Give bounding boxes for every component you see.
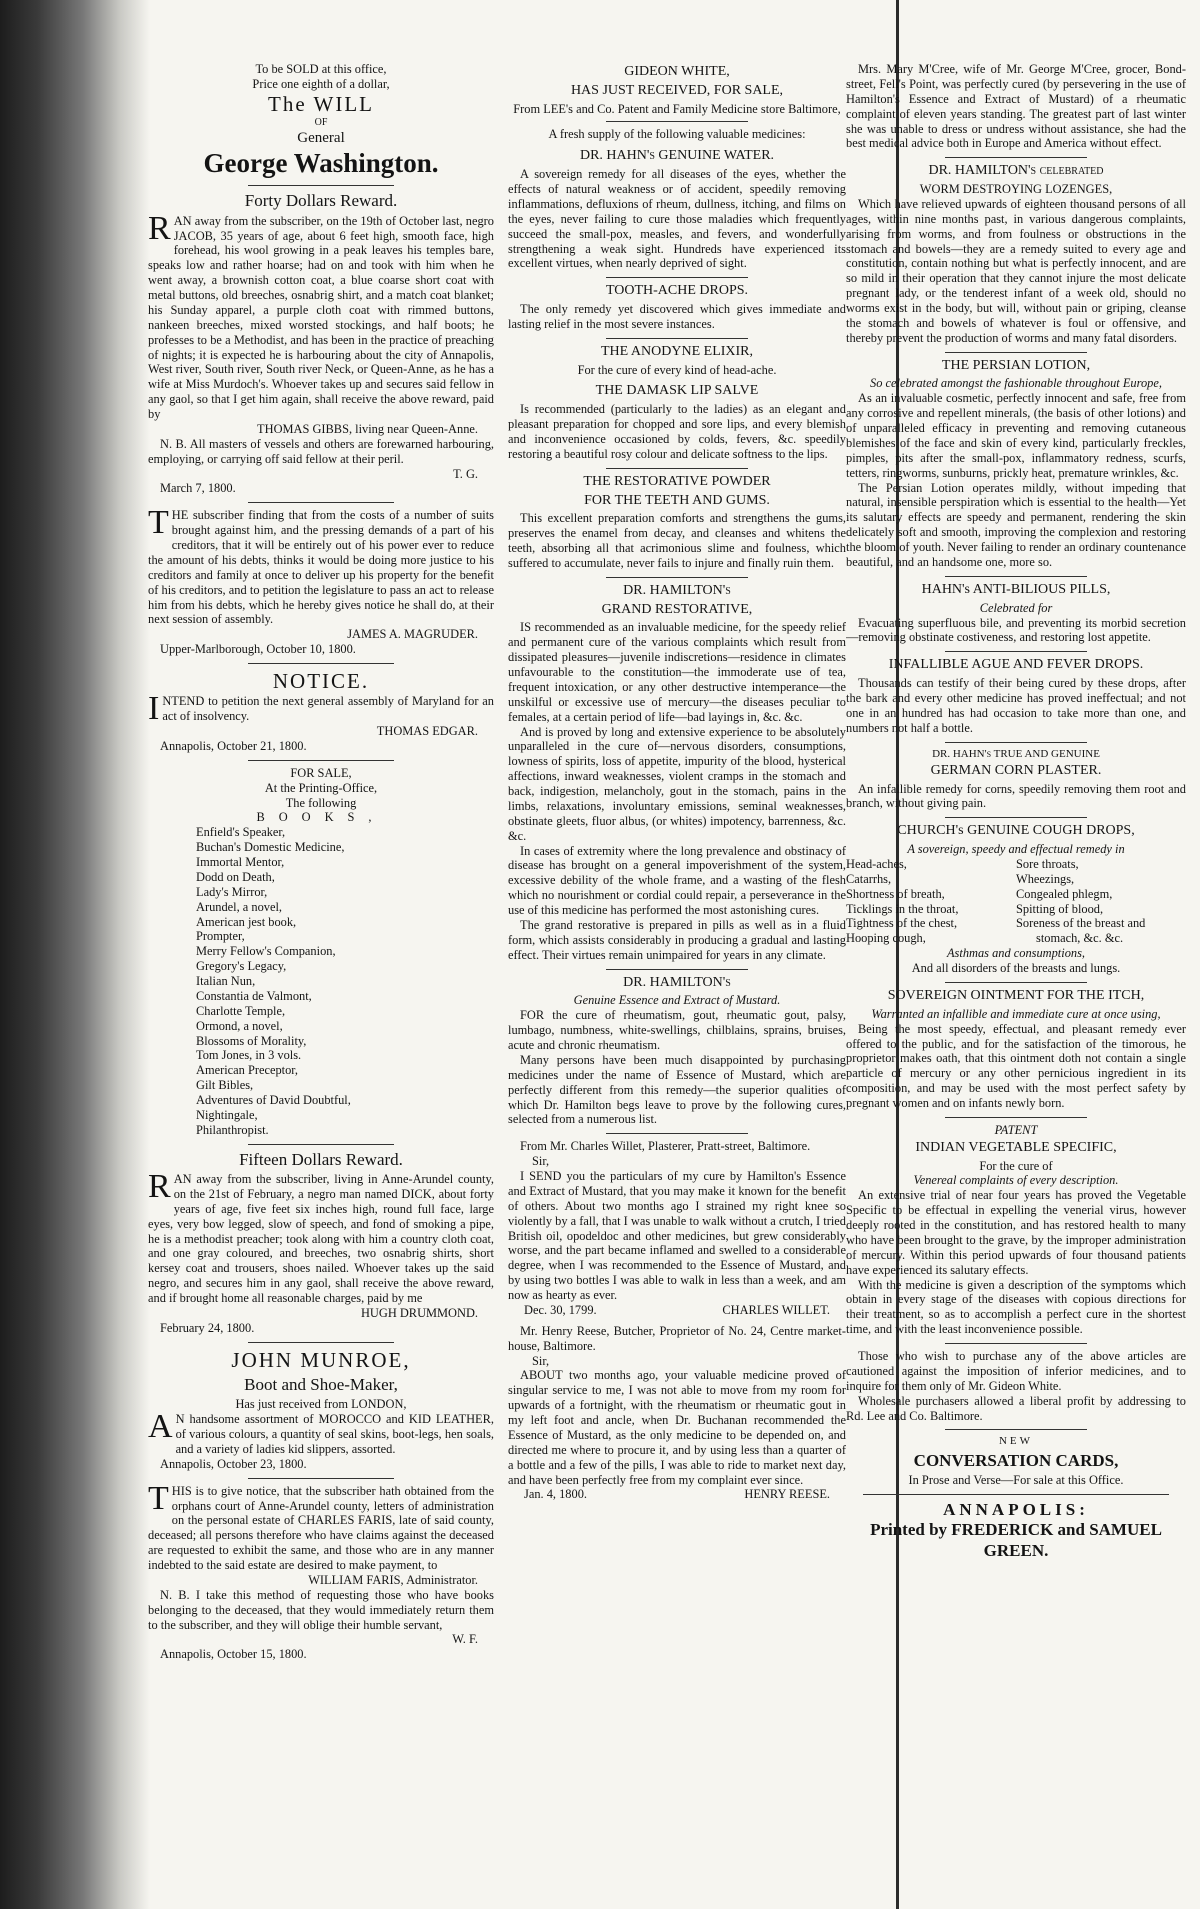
ad-subtitle: FOR THE TEETH AND GUMS. [584, 492, 770, 508]
ad-title: THE PERSIAN LOTION, [941, 357, 1091, 373]
ad-body: Evacuating superfluous bile, and preventing its morbid secretion—removing obstinate costiveness, and restoring lost appetite. [846, 615, 1186, 645]
list-item: American Preceptor, [196, 1063, 299, 1078]
ad-body: THE subscriber finding that from the costs of a number of suits brought against him, and the pressing demands of a part of his creditors, that it will be entirely out of his power ever to reduce the amount of his debts, thinks it would be doing more justice to his creditors and family at once to deliver up his property for the benefit of his creditors, and to petition the legislature to pass an act to release him from his debts, which he hereby gives notice he shall do, at their next session of assembly. [148, 504, 494, 627]
ad-body: Which have relieved upwards of eighteen thousand persons of all ages, within nine months past, in various dangerous complaints, arising from worms, and from foulness or obstructions in the stomach and bowels—they are a remedy suited to every age and constitution, contain nothing but what is perfectly innocent, and are so mild in their operation that they cannot injure the most delicate pregnant lady, or the tenderest infant of a week old, should no worms exist in the body, but will, without pain or griping, cleanse the stomach and bowels of whatever is foul or offensive, and thereby prevent the production of worms and many fatal disorders. [846, 196, 1186, 345]
will-general: General [297, 129, 345, 146]
list-item: Congealed phlegm, [1016, 886, 1113, 901]
divider [945, 982, 1088, 983]
ad-paragraph: In cases of extremity where the long prevalence and obstinacy of disease has brought on a general impoverishment of the system, excessive debility of the whole frame, and a wasting of the flesh which no nourishment or cordial could repair, a perseverance in the use of this medicine has performed the most astonishing cures. [508, 843, 846, 918]
list-item: Gilt Bibles, [196, 1078, 254, 1093]
ad-paragraph: IS recommended as an invaluable medicine, for the speedy relief and permanent cure of the various complaints which result from dissipated pleasures—juvenile indiscretions—residence in climates unfavourable to the constitution—the immoderate use of tea, frequent intoxication, or any other destructive intemperance—the unskilful or excessive use of mercury—the diseases peculiar to females, at a certain period of life—bad layings in, &c. &c. [508, 620, 846, 724]
ad-body: RAN away from the subscriber, living in Anne-Arundel county, on the 21st of February, a negro man named DICK, about forty years of age, five feet six inches high, round full face, large eyes, very bow legged, slow of speech, and fond of smoking a pipe, he is a methodist preacher; took along with him a country cloth coat, and one gray coloured, and breeches, two osnabrig shirts, short kersey coat and trousers, shoes nailed. Whoever takes up the said negro, and secures him in any gaol, shall receive the above reward, and if brought home all reasonable charges, paid by me [148, 1168, 494, 1306]
book-list [148, 825, 494, 1137]
list-item: Soreness of the breast and [1016, 916, 1146, 931]
testimonial-from: Mr. Henry Reese, Butcher, Proprietor of No. 24, Centre market-house, Baltimore. [508, 1323, 846, 1353]
divider [945, 1117, 1088, 1118]
list-item: Enfield's Speaker, [196, 825, 286, 840]
column-2 [508, 62, 846, 1508]
ad-paragraph: Those who wish to purchase any of the above articles are cautioned against the imposition of inferior medicines, and to inquire for them only of Mr. Gideon White. [846, 1349, 1186, 1393]
corn-plaster-ad [846, 748, 1186, 812]
faris-notice [148, 1479, 494, 1663]
ad-title: TOOTH-ACHE DROPS. [605, 283, 749, 299]
ad-title: Fifteen Dollars Reward. [239, 1149, 403, 1169]
testimonial-date: Jan. 4, 1800. [524, 1487, 587, 1502]
ad-line: And all disorders of the breasts and lungs. [911, 961, 1121, 976]
divider [606, 969, 748, 970]
ad-body: Is recommended (particularly to the ladies) as an elegant and pleasant preparation for chopped and sore lips, and every blemish and inconvenience occasioned by colds, fevers, &c. speedily restoring a beautiful rosy colour and delicate softness to the lips. [508, 402, 846, 461]
ad-line: In Prose and Verse—For sale at this Office. [908, 1473, 1124, 1488]
magruder-notice [148, 504, 494, 657]
divider [945, 576, 1088, 577]
column-3 [846, 62, 1186, 1567]
ad-title: THE RESTORATIVE POWDER [583, 473, 771, 489]
worm-lozenges-ad [846, 163, 1186, 345]
divider [863, 1494, 1169, 1495]
imprint-printers-last: GREEN. [983, 1540, 1049, 1560]
divider [606, 577, 748, 578]
ad-date: March 7, 1800. [160, 481, 236, 496]
list-item: Italian Nun, [196, 974, 256, 989]
list-item: Dodd on Death, [196, 869, 275, 884]
ad-subtitle: GERMAN CORN PLASTER. [930, 762, 1102, 778]
testimonial-salutation: Sir, [532, 1353, 550, 1368]
list-item: Head-aches, [846, 856, 907, 871]
testimonial-body: I SEND you the particulars of my cure by Hamilton's Essence and Extract of Mustard, that you may make it known for the benefit of others. About two months ago I strained my right knee so violently by a fall, that I was unable to walk without a crutch, I tried British oil, opodeldoc and other medicines, but grew considerably worse, and the part became inflamed and swelled to a considerable degree, when I was recommended to the Essence of Mustard, and by using two bottles I was able to walk in less than a week, and am now as hearty as ever. [508, 1169, 846, 1303]
ad-date: Annapolis, October 23, 1800. [160, 1456, 307, 1471]
list-item: Wheezings, [1016, 871, 1075, 886]
ad-body: INTEND to petition the next general assembly of Maryland for an act of insolvency. [148, 690, 494, 728]
ad-subtitle: So celebrated amongst the fashionable throughout Europe, [870, 376, 1162, 391]
divider [945, 1429, 1088, 1430]
ad-title: PATENT [994, 1122, 1038, 1137]
list-item: Buchan's Domestic Medicine, [196, 840, 345, 855]
ad-body: This excellent preparation comforts and strengthens the gums, preserves the enamel from decay, and cleanses and whitens the teeth, absorbing all that acrimonious slime and foulness, which suffered to accumulate, never fails to injure and finally ruin them. [508, 511, 846, 570]
will-advertisement [148, 62, 494, 179]
anti-bilious-pills-ad [846, 582, 1186, 645]
ad-body: AN handsome assortment of MOROCCO and KID LEATHER, of various colours, a quantity of seal skins, boot-legs, hen soals, and a variety of ladies kid slippers, assorted. [148, 1408, 494, 1456]
ad-initials: W. F. [452, 1632, 478, 1647]
list-item: stomach, &c. &c. [1036, 931, 1124, 946]
hahn-water-ad [508, 148, 846, 271]
list-item: Nightingale, [196, 1107, 258, 1122]
mccree-testimonial [846, 62, 1186, 151]
ad-title: GIDEON WHITE, [624, 64, 730, 79]
ad-paragraph: The grand restorative is prepared in pills as well as in a fluid form, which assists considerably in producing a gradual and lasting effect. Their virtues remain unimpaired for years in any climate. [508, 917, 846, 962]
ad-title: Forty Dollars Reward. [244, 191, 398, 211]
list-item: Ormond, a novel, [196, 1018, 283, 1033]
divider [606, 468, 748, 469]
imprint [846, 1500, 1186, 1561]
testimonial-body: Mrs. Mary M'Cree, wife of Mr. George M'Cree, grocer, Bond-street, Fell's Point, was perfectly cured (by persevering in the use of Hamilton's Essence and Extract of Mustard) of a rheumatic complaint of eleven years standing. The greatest part of last winter she was unable to dress or undress without assistance, she had the best medical advice both in Europe and America without effect. [846, 62, 1186, 151]
ad-title: DR. HAHN's TRUE AND GENUINE [932, 747, 1100, 760]
ad-date: February 24, 1800. [160, 1320, 255, 1335]
ad-line: Asthmas and consumptions, [946, 946, 1086, 961]
ad-paragraph: With the medicine is given a description of the symptoms which obtain in every stage of the diseases with copious directions for their treatment, so as to accomplish a perfect cure in the shortest time, and with the least inconvenience possible. [846, 1277, 1186, 1337]
ad-paragraph: FOR the cure of rheumatism, gout, rheumatic gout, palsy, lumbago, numbness, white-swellings, chilblains, sprains, bruises, acute and chronic rheumatism. [508, 1008, 846, 1053]
ad-paragraph: The Persian Lotion operates mildly, without impeding that natural, insensible perspiration which is essential to the health—Yet its salutary effects are speedy and permanent, rendering the skin delicately soft and smooth, improving the complexion and restoring the bloom of youth. Never failing to render an ordinary countenance beautiful, and an handsome one, more so. [846, 480, 1186, 569]
divider [248, 663, 393, 664]
ad-date: Annapolis, October 21, 1800. [160, 738, 307, 753]
ailment-list [846, 857, 1186, 946]
ad-title: DR. HAMILTON's [623, 974, 731, 990]
ad-line: For the cure of [979, 1158, 1053, 1173]
ad-body: RAN away from the subscriber, on the 19th of October last, negro JACOB, 35 years of age, about 6 feet high, smooth face, high forehead, his wool growing in a peak leaves his temples bare, speaks low and rather hoarse; had on and took with him when he went away, a brownish cotton coat, a blue coarse short coat with metal buttons, old breeches, osnabrig shirt, and a match coat blanket; his Sunday apparel, a purple cloth coat with rimmed buttons, nankeen breeches, mixed worsted stockings, and half boots; he professes to be a Methodist, and has been in the practice of preaching of nights; it is expected he is harbouring about the city of Annapolis, West river, South river, South river Neck, or Queen-Anne, as he has a wife at Miss Murdoch's. Whoever takes up and secures said fellow in any gaol, so that I get him again, shall receive the above reward, paid by [148, 209, 494, 422]
list-item: American jest book, [196, 914, 297, 929]
ad-paragraph: Wholesale purchasers allowed a liberal profit by addressing to Rd. Lee and Co. Baltimore. [846, 1393, 1186, 1423]
ad-paragraph: And is proved by long and extensive experience to be absolutely unparalleled in the cure of—nervous disorders, consumptions, lowness of spirits, loss of appetite, impurity of the blood, hysterical affections, inward weaknesses, violent cramps in the stomach and back, indigestion, melancholy, gout in the stomach, pains in the limbs, relaxations, involuntary emissions, seminal weaknesses, obstinate gleets, fluor albus, (or whites) impotency, barrenness, &c. &c. [508, 724, 846, 843]
list-item: Tom Jones, in 3 vols. [196, 1048, 302, 1063]
ad-subtitle: WORM DESTROYING LOZENGES, [919, 182, 1113, 197]
ad-title: HAHN's ANTI-BILIOUS PILLS, [921, 581, 1111, 597]
list-item: Shortness of breath, [846, 886, 945, 901]
list-item: Arundel, a novel, [196, 899, 283, 914]
ad-heading: BOOKS, [256, 810, 386, 825]
divider [606, 1133, 748, 1134]
divider [945, 742, 1088, 743]
ad-signer: THOMAS GIBBS, living near Queen-Anne. [257, 421, 478, 436]
gideon-white-header [508, 64, 846, 142]
ad-body: THIS is to give notice, that the subscriber hath obtained from the orphans court of Anne-Arundel county, letters of administration on the personal estate of CHARLES FARIS, late of said county, deceased; all persons therefore who have claims against the deceased are requested to exhibit the same, and those who are in any manner indebted to the said estate are desired to make payment, to [148, 1479, 494, 1572]
ad-initials: T. G. [453, 466, 478, 481]
testimonial-from: From Mr. Charles Willet, Plasterer, Pratt-street, Baltimore. [520, 1139, 811, 1154]
imprint-printers: Printed by FREDERICK and SAMUEL [870, 1520, 1162, 1540]
divider [248, 1342, 393, 1343]
list-item: Prompter, [196, 929, 245, 944]
ad-note: N. B. I take this method of requesting those who have books belonging to the deceased, that they would immediately return them to the subscriber, and they will oblige their humble servant, [148, 1587, 494, 1632]
books-for-sale-ad [148, 766, 494, 1138]
will-price: Price one eighth of a dollar, [252, 76, 390, 91]
ad-body: A sovereign remedy for all diseases of the eyes, whether the effects of natural weakness or of accident, speedily removing inflammations, defluxions of rheum, dullness, itching, and films on the eyes, never failing to cure those maladies which frequently succeed the small-pox, measles, and fevers, and wonderfully strengthening a weak sight. Hundreds have experienced its excellent virtues, when nearly deprived of sight. [508, 167, 846, 271]
ad-subtitle: GRAND RESTORATIVE, [601, 601, 753, 617]
will-title: The WILL [268, 91, 374, 116]
ad-signer: THOMAS EDGAR. [376, 724, 478, 739]
list-item: Adventures of David Doubtful, [196, 1093, 351, 1108]
ad-signer: JAMES A. MAGRUDER. [347, 627, 478, 642]
itch-ointment-ad [846, 988, 1186, 1111]
ad-title: INFALLIBLE AGUE AND FEVER DROPS. [888, 657, 1144, 673]
ad-line: Has just received from LONDON, [235, 1397, 407, 1412]
ailment-column-left [846, 857, 1016, 946]
fifteen-dollars-ad [148, 1150, 494, 1336]
forty-dollars-ad [148, 191, 494, 496]
ailment-column-right [1016, 857, 1186, 946]
ad-title: CHURCH's GENUINE COUGH DROPS, [897, 823, 1135, 839]
list-item: Charlotte Temple, [196, 1003, 286, 1018]
ad-subtitle: HAS JUST RECEIVED, FOR SALE, [570, 82, 784, 98]
list-item: Immortal Mentor, [196, 855, 285, 870]
ad-subtitle: Warranted an infallible and immediate cure at once using, [871, 1006, 1161, 1021]
ad-title: NOTICE. [272, 669, 370, 694]
ad-line: From LEE's and Co. Patent and Family Medicine store Baltimore, [513, 101, 841, 116]
ad-body: Being the most speedy, effectual, and pleasant remedy ever offered to the public, and for the satisfaction of the timorous, he proprietor makes oath, that this ointment doth not contain a single particle of mercury or any other pernicious ingredient in its composition, and may be used with the most perfect safety by pregnant women and on infants newly born. [846, 1021, 1186, 1111]
ad-title: DR. HAMILTON's celebrated [928, 163, 1104, 179]
list-item: Catarrhs, [846, 871, 892, 886]
edgar-notice [148, 669, 494, 754]
toothache-ad [508, 283, 846, 332]
binding-gutter [0, 0, 150, 1909]
ad-paragraph: Many persons have been much disappointed by purchasing medicines under the name of Essence of Mustard, which are perfectly different from this remedy—the superior qualities of which Dr. Hamilton begs leave to prove by the following cures, selected from a numerous list. [508, 1052, 846, 1127]
list-item: Sore throats, [1016, 856, 1079, 871]
willet-testimonial [508, 1139, 846, 1318]
persian-lotion-ad [846, 358, 1186, 570]
list-item: Tightness of the chest, [846, 916, 958, 931]
ad-line: Venereal complaints of every description. [913, 1173, 1119, 1188]
cough-drops-ad [846, 823, 1186, 976]
ad-title: CONVERSATION CARDS, [913, 1450, 1119, 1470]
ad-title: THE ANODYNE ELIXIR, [600, 343, 754, 359]
divider [606, 121, 748, 122]
imprint-city: ANNAPOLIS: [943, 1499, 1089, 1519]
divider [945, 157, 1088, 158]
munroe-ad [148, 1348, 494, 1472]
divider [248, 185, 393, 186]
ad-title: FOR SALE, [290, 765, 352, 780]
list-item: Constantia de Valmont, [196, 988, 312, 1003]
will-name: George Washington. [203, 147, 439, 178]
vegetable-specific-ad [846, 1123, 1186, 1337]
divider [248, 502, 393, 503]
ad-paragraph: An extensive trial of near four years has proved the Vegetable Specific to be effectual in expelling the venerial virus, however deeply rooted in the constitution, and has restored health to many who have been brought to the grave, by the improper administration of mercury. Within this period upwards of four thousand patients have experienced its salutary effects. [846, 1188, 1186, 1277]
divider [945, 817, 1088, 818]
damask-lip-salve-ad [508, 383, 846, 461]
ad-line: The following [285, 795, 357, 810]
ad-paragraph: As an invaluable cosmetic, perfectly innocent and safe, free from any corrosive and repellent minerals, (the basis of other lotions) and of unparalleled efficacy in preventing and removing cutaneous blemishes of the face and skin of every kind, particularly freckles, pimples, pits after the small-pox, inflammatory redness, scurfs, tetters, ringworms, sunburns, prickly heat, premature wrinkles, &c. [846, 391, 1186, 480]
ad-subtitle: INDIAN VEGETABLE SPECIFIC, [915, 1139, 1117, 1155]
list-item: Gregory's Legacy, [196, 959, 287, 974]
ad-title: SOVEREIGN OINTMENT FOR THE ITCH, [887, 987, 1145, 1003]
divider [248, 760, 393, 761]
ad-note: N. B. All masters of vessels and others are forewarned harbouring, employing, or carrying off said fellow at their peril. [148, 436, 494, 466]
divider [248, 1144, 393, 1145]
divider [606, 338, 748, 339]
ad-title: JOHN MUNROE, [231, 1347, 411, 1372]
reese-testimonial [508, 1324, 846, 1503]
testimonial-footer [508, 1487, 846, 1502]
grand-restorative-ad [508, 583, 846, 963]
testimonial-body: ABOUT two months ago, your valuable medicine proved of singular service to me, I was not able to move from my room for upwards of a fortnight, with the rheumatism or rheumatic gout in my left foot and ancle, when Dr. Buchanan recommended the Essence of Mustard, as the only medicine to be depended on, and directed me where to procure it, and by using less than a quarter of a bottle and a few of the pills, I was able to ride to market next day, and have been perfectly free from my complaint ever since. [508, 1368, 846, 1487]
ad-subtitle: A sovereign, speedy and effectual remedy in [907, 842, 1125, 857]
column-1 [148, 62, 494, 1668]
list-item: Lady's Mirror, [196, 884, 268, 899]
testimonial-signer: CHARLES WILLET. [722, 1302, 830, 1317]
essence-of-mustard-ad [508, 975, 846, 1128]
ad-date: Annapolis, October 15, 1800. [160, 1647, 307, 1662]
ad-subtitle: Celebrated for [979, 600, 1053, 615]
testimonial-signer: HENRY REESE. [744, 1487, 830, 1502]
will-of: OF [314, 116, 328, 128]
will-line: To be SOLD at this office, [255, 62, 387, 76]
ad-title: DR. HAMILTON's [623, 582, 731, 598]
ad-signer: HUGH DRUMMOND. [360, 1305, 478, 1320]
restorative-powder-ad [508, 474, 846, 571]
divider [248, 1478, 393, 1479]
anodyne-ad [508, 344, 846, 378]
testimonial-date: Dec. 30, 1799. [524, 1302, 597, 1317]
ad-line: NEW [998, 1435, 1034, 1448]
divider [945, 1343, 1088, 1344]
ad-subtitle: Genuine Essence and Extract of Mustard. [573, 993, 781, 1008]
testimonial-footer [508, 1303, 846, 1318]
conversation-cards-ad [846, 1435, 1186, 1487]
ad-date: Upper-Marlborough, October 10, 1800. [160, 642, 356, 657]
divider [945, 651, 1088, 652]
list-item: Merry Fellow's Companion, [196, 944, 336, 959]
divider [945, 352, 1088, 353]
ad-line: At the Printing-Office, [264, 780, 378, 795]
ague-drops-ad [846, 657, 1186, 735]
ad-title: DR. HAHN's GENUINE WATER. [579, 148, 775, 164]
ad-signer: WILLIAM FARIS, Administrator. [308, 1572, 478, 1587]
list-item: Spitting of blood, [1016, 901, 1104, 916]
list-item: Ticklings in the throat, [846, 901, 959, 916]
list-item: Philanthropist. [196, 1122, 269, 1137]
testimonial-salutation: Sir, [532, 1154, 550, 1169]
ad-body: Thousands can testify of their being cured by these drops, after the bark and every other medicine has proved ineffectual; and not one in an hundred has had occasion to take more than one, and numbers not half a bottle. [846, 676, 1186, 735]
divider [606, 277, 748, 278]
ad-body: The only remedy yet discovered which gives immediate and lasting relief in the most severe instances. [508, 302, 846, 331]
ad-line: A fresh supply of the following valuable medicines: [548, 127, 806, 142]
ad-body: For the cure of every kind of head-ache. [577, 362, 777, 377]
list-item: Blossoms of Morality, [196, 1033, 307, 1048]
ad-subtitle: Boot and Shoe-Maker, [244, 1374, 398, 1394]
ad-body: An infallible remedy for corns, speedily removing them root and branch, without giving pain. [846, 781, 1186, 811]
caution-notice [846, 1349, 1186, 1423]
ad-title: THE DAMASK LIP SALVE [595, 383, 759, 399]
list-item: Hooping cough, [846, 931, 926, 946]
